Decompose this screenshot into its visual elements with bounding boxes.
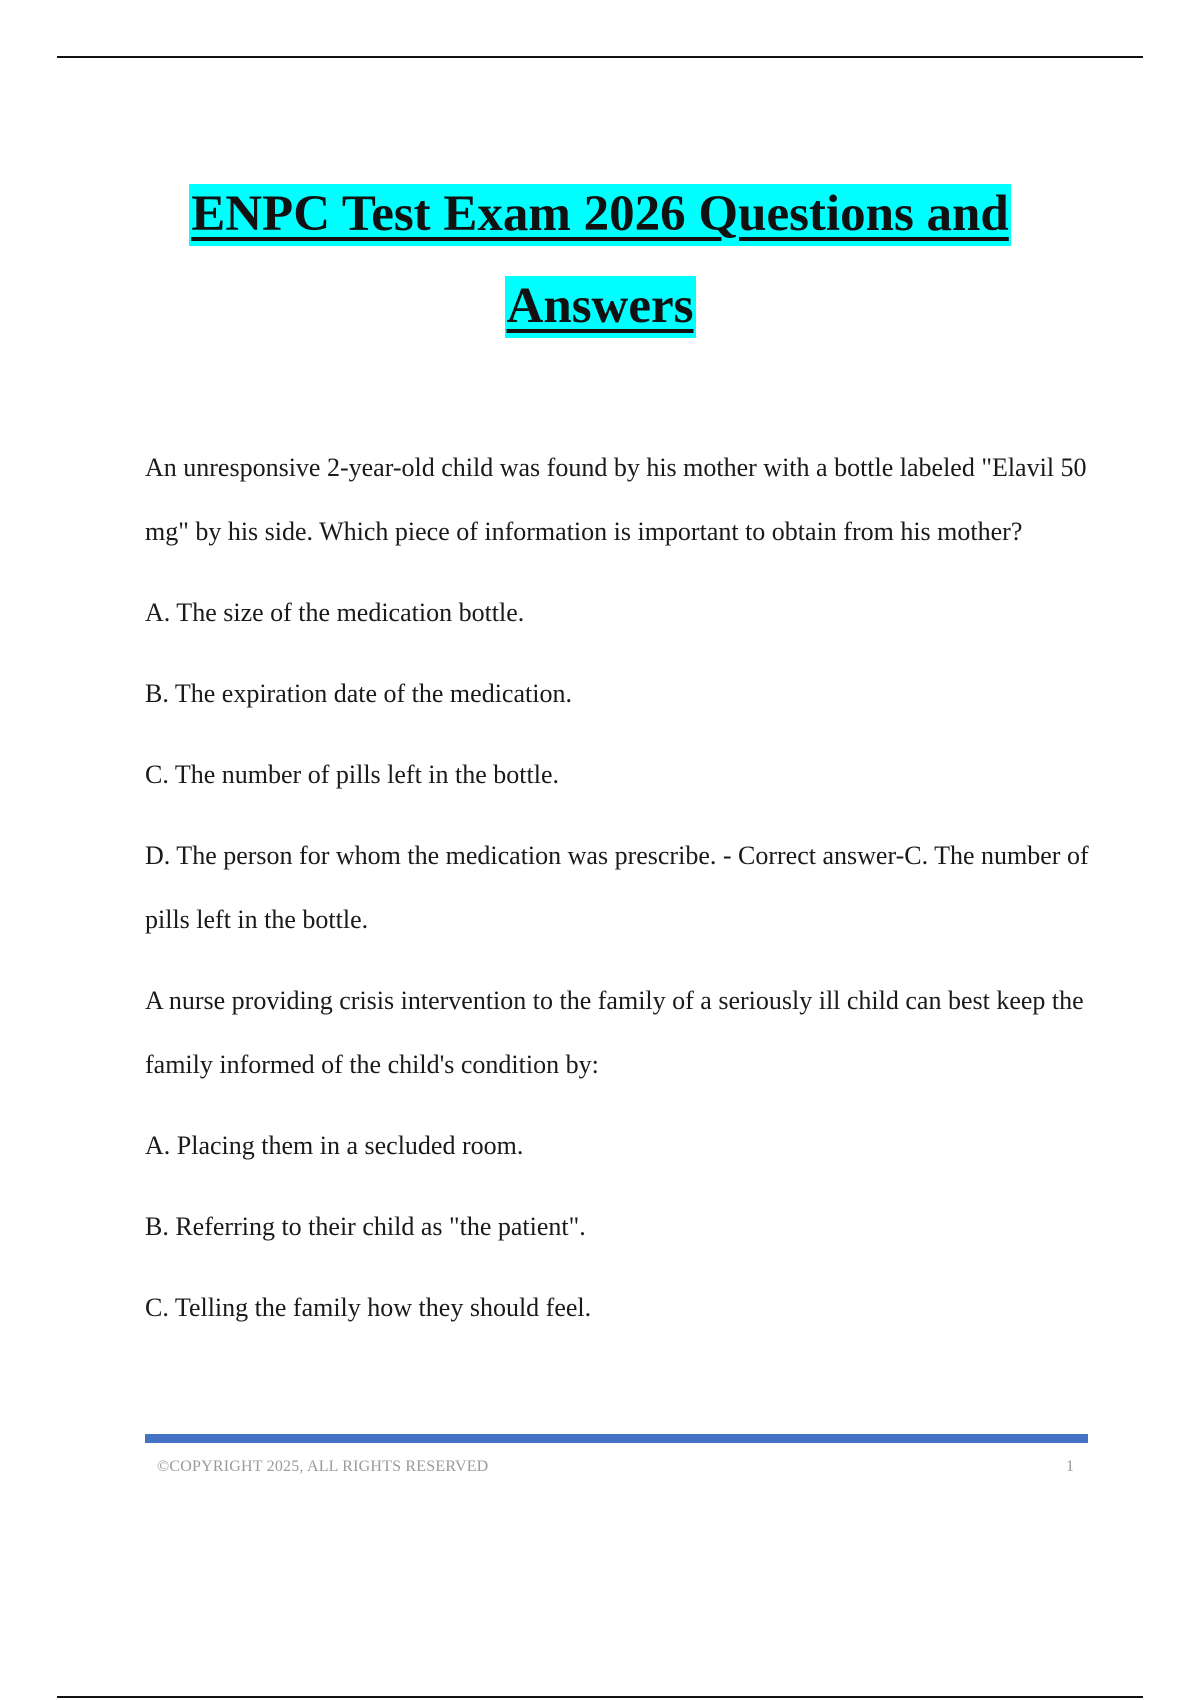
question-1-option-d: D. The person for whom the medication was prescribe. - Correct answer-C. The number of pills left in the bottle. [145,841,1089,934]
header-rule [57,56,1143,58]
title-text-1: ENPC Test Exam 2026 Questions and [189,184,1011,246]
footer-copyright: ©COPYRIGHT 2025, ALL RIGHTS RESERVED [157,1458,489,1475]
title-text-2: Answers [505,276,696,338]
question-2-option-b: B. Referring to their child as "the patient". [145,1212,586,1241]
title-line-1 [0,168,1200,260]
question-1-option-c: C. The number of pills left in the bottle. [145,760,560,789]
footer-bar [145,1434,1088,1443]
question-content [145,436,1095,1357]
page-number: 1 [1066,1458,1074,1475]
question-2-option-a: A. Placing them in a secluded room. [145,1131,524,1160]
question-2-option-c: C. Telling the family how they should feel. [145,1293,592,1322]
question-2-stem: A nurse providing crisis intervention to the family of a seriously ill child can best keep the family informed of the child's condition by: [145,986,1084,1079]
document-title [0,168,1200,352]
title-line-2 [0,260,1200,352]
question-1-option-b: B. The expiration date of the medication. [145,679,572,708]
question-1-option-a: A. The size of the medication bottle. [145,598,525,627]
bottom-rule [57,1696,1143,1698]
question-1-stem: An unresponsive 2-year-old child was found by his mother with a bottle labeled "Elavil 50 mg" by his side. Which piece of information is important to obtain from his mother? [145,453,1087,546]
